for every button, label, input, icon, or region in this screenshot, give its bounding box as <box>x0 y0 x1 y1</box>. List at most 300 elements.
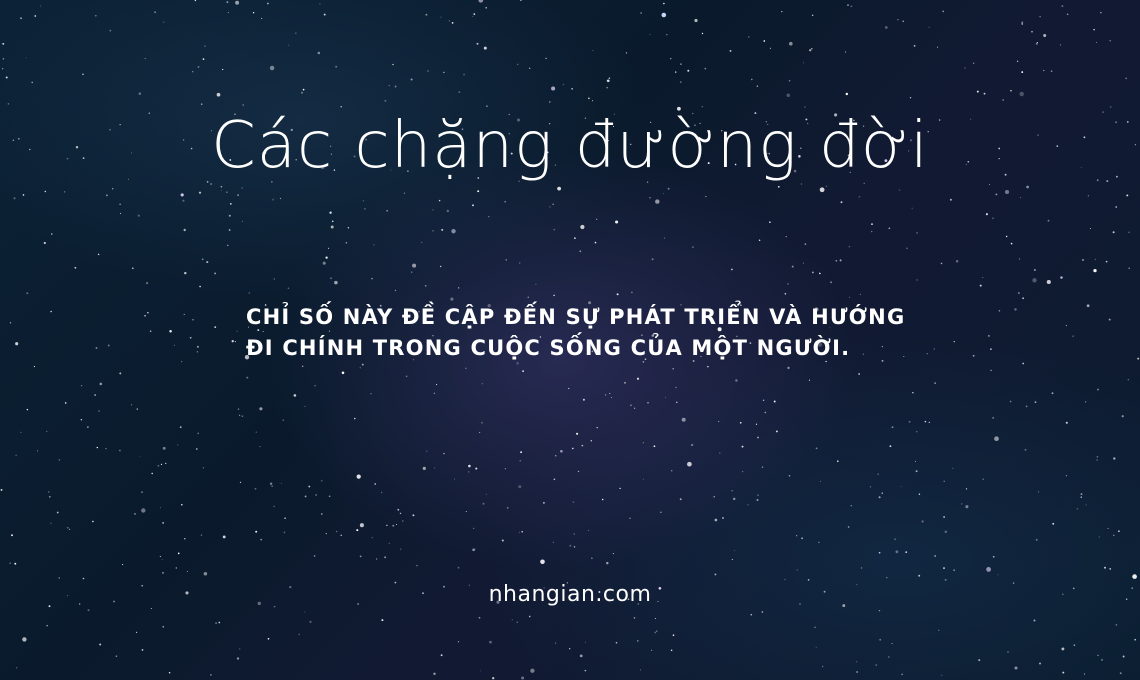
star <box>574 533 575 534</box>
star <box>392 64 393 65</box>
star <box>555 455 557 457</box>
star <box>1123 656 1125 658</box>
star <box>331 226 334 229</box>
star <box>169 672 170 673</box>
description-text: CHỈ SỐ NÀY ĐỀ CẬP ĐẾN SỰ PHÁT TRIỂN VÀ HƯỚNG ĐI CHÍNH TRONG CUỘC SỐNG CỦA MỘT NGƯỜI. <box>246 305 906 360</box>
star <box>774 401 776 403</box>
star <box>591 440 592 441</box>
star <box>221 190 222 191</box>
star <box>472 548 475 551</box>
star <box>400 548 402 550</box>
star <box>680 81 681 82</box>
star <box>356 529 358 531</box>
star <box>999 310 1001 312</box>
star <box>1018 292 1020 294</box>
star <box>606 562 608 564</box>
star <box>334 281 338 285</box>
star <box>421 242 422 243</box>
star <box>747 504 748 505</box>
star <box>304 612 305 613</box>
star <box>961 503 962 504</box>
star <box>870 486 871 487</box>
star <box>631 292 633 294</box>
star <box>797 570 798 571</box>
star <box>1126 194 1128 196</box>
star <box>751 79 753 81</box>
star <box>1122 415 1124 417</box>
star <box>479 432 480 433</box>
star <box>1039 663 1041 665</box>
star <box>518 485 521 488</box>
star <box>341 535 342 536</box>
star <box>81 419 82 420</box>
star <box>1060 44 1061 45</box>
star <box>492 677 494 679</box>
star <box>214 272 216 274</box>
star <box>787 367 789 369</box>
star <box>1019 92 1023 96</box>
star <box>808 579 810 581</box>
star <box>529 616 531 618</box>
star <box>242 221 243 222</box>
star <box>57 512 59 514</box>
star <box>45 191 46 192</box>
star <box>1048 220 1050 222</box>
star <box>203 467 204 468</box>
star <box>199 192 201 194</box>
star <box>397 509 399 511</box>
star <box>553 542 554 543</box>
star <box>177 444 178 445</box>
star <box>443 72 444 73</box>
star <box>1020 197 1021 198</box>
star <box>647 402 648 403</box>
star <box>643 442 644 443</box>
star <box>318 52 321 55</box>
star <box>787 94 791 98</box>
star <box>763 400 764 401</box>
star <box>249 292 250 293</box>
star <box>360 367 361 368</box>
star <box>1132 574 1137 579</box>
star <box>59 577 60 578</box>
star <box>1017 61 1018 62</box>
star <box>158 465 160 467</box>
star <box>574 546 575 547</box>
star <box>181 361 182 362</box>
star <box>26 292 28 294</box>
star <box>889 445 891 447</box>
star <box>8 103 10 105</box>
star <box>740 422 742 424</box>
star <box>672 368 673 369</box>
star <box>1099 536 1100 537</box>
star <box>792 266 794 268</box>
star <box>1052 523 1054 525</box>
star <box>82 73 84 75</box>
star <box>973 63 974 64</box>
star <box>912 392 914 394</box>
star <box>489 641 492 644</box>
star <box>993 556 995 558</box>
star <box>184 229 186 231</box>
star <box>1062 672 1064 674</box>
star <box>274 278 275 279</box>
star <box>34 366 35 367</box>
star <box>735 379 737 381</box>
star <box>1061 5 1063 7</box>
star <box>519 532 520 533</box>
star <box>841 201 843 203</box>
star <box>914 45 916 47</box>
star <box>943 516 945 518</box>
star <box>477 190 479 192</box>
star <box>785 293 787 295</box>
star <box>228 12 229 13</box>
star <box>227 245 228 246</box>
star <box>1100 12 1102 14</box>
star <box>468 471 469 472</box>
star <box>595 242 597 244</box>
star <box>10 322 11 323</box>
star <box>941 675 942 676</box>
star <box>1036 539 1038 541</box>
star <box>901 674 902 675</box>
star <box>288 45 289 46</box>
star <box>952 468 953 469</box>
star <box>938 630 939 631</box>
star <box>466 511 467 512</box>
star <box>162 626 164 628</box>
star <box>472 204 474 206</box>
star <box>482 383 483 384</box>
star <box>977 91 979 93</box>
star <box>1005 190 1009 194</box>
star <box>294 394 297 397</box>
star <box>160 556 161 557</box>
star <box>59 459 60 460</box>
star <box>184 538 185 539</box>
star <box>116 655 118 657</box>
star <box>215 622 217 624</box>
star <box>676 402 678 404</box>
star <box>519 262 520 263</box>
star <box>473 528 474 529</box>
star <box>520 460 521 461</box>
star <box>192 319 194 321</box>
star <box>364 208 366 210</box>
star <box>221 186 223 188</box>
star <box>910 97 911 98</box>
star <box>363 200 364 201</box>
star <box>582 445 584 447</box>
star <box>899 189 901 191</box>
star <box>451 229 455 233</box>
star <box>942 11 944 13</box>
star <box>551 86 555 90</box>
star <box>609 393 610 394</box>
star <box>663 193 664 194</box>
star <box>655 618 656 619</box>
star <box>272 199 273 200</box>
star <box>31 82 33 84</box>
star <box>569 648 570 649</box>
star <box>671 470 672 471</box>
star <box>1097 456 1099 458</box>
star <box>801 537 803 539</box>
star <box>1118 530 1120 532</box>
star <box>481 422 483 424</box>
star <box>46 625 47 626</box>
star <box>875 664 877 666</box>
star <box>1088 195 1089 196</box>
star <box>1011 243 1013 245</box>
star <box>304 406 305 407</box>
star <box>109 30 111 32</box>
star <box>280 198 281 199</box>
star <box>576 433 578 435</box>
star <box>48 491 50 493</box>
star <box>411 272 412 273</box>
star <box>856 671 858 673</box>
star <box>222 69 223 70</box>
star <box>816 647 817 648</box>
star <box>161 464 162 465</box>
star <box>1081 496 1082 497</box>
star <box>687 70 689 72</box>
star <box>769 221 771 223</box>
star <box>718 421 719 422</box>
star <box>611 397 612 398</box>
star <box>705 196 706 197</box>
star <box>664 237 665 238</box>
star <box>763 40 765 42</box>
star <box>756 424 757 425</box>
star <box>295 33 296 34</box>
star <box>906 248 908 250</box>
star <box>328 248 329 249</box>
star <box>660 512 661 513</box>
star <box>223 535 226 538</box>
star <box>235 1 239 5</box>
star <box>675 71 676 72</box>
star <box>585 670 587 672</box>
star <box>879 610 880 611</box>
star <box>97 447 98 448</box>
star <box>521 531 523 533</box>
star <box>1060 276 1062 278</box>
star <box>934 382 935 383</box>
star <box>656 630 657 631</box>
star <box>323 262 326 265</box>
star <box>112 188 113 189</box>
star <box>1034 620 1036 622</box>
star <box>472 16 473 17</box>
star <box>637 640 639 642</box>
star <box>2 68 3 69</box>
star <box>452 22 454 24</box>
star <box>169 330 172 333</box>
star <box>1095 259 1096 260</box>
star <box>1022 297 1024 299</box>
star <box>521 677 524 680</box>
star <box>606 87 608 89</box>
star <box>1038 491 1039 492</box>
star <box>50 311 52 313</box>
star <box>210 674 212 676</box>
star <box>196 448 198 450</box>
star <box>1081 493 1083 495</box>
star <box>615 220 618 223</box>
star <box>1109 568 1111 570</box>
star <box>217 93 221 97</box>
star <box>325 256 327 258</box>
star <box>571 88 573 90</box>
star <box>195 0 196 1</box>
star <box>871 231 873 233</box>
star <box>162 522 164 524</box>
star <box>944 481 945 482</box>
star <box>507 507 509 509</box>
star <box>146 282 148 284</box>
star <box>757 494 758 495</box>
star <box>846 93 848 95</box>
star <box>1021 22 1023 24</box>
star <box>447 210 449 212</box>
star <box>912 208 913 209</box>
star <box>15 455 16 456</box>
star <box>1128 232 1129 233</box>
star <box>106 195 108 197</box>
star <box>925 421 926 422</box>
star <box>654 445 656 447</box>
star <box>178 553 180 555</box>
star <box>592 100 593 101</box>
star <box>1093 269 1096 272</box>
star <box>640 669 641 670</box>
star <box>902 20 904 22</box>
star <box>1019 258 1020 259</box>
star <box>411 79 413 81</box>
star <box>139 92 142 95</box>
star <box>563 84 565 86</box>
star <box>994 436 999 441</box>
star <box>1134 639 1136 641</box>
star <box>1086 504 1087 505</box>
star <box>943 567 945 569</box>
star <box>964 67 965 68</box>
star <box>139 456 140 457</box>
star <box>354 418 356 420</box>
star <box>174 345 175 346</box>
star <box>204 572 208 576</box>
star <box>1061 647 1064 650</box>
star <box>1082 259 1083 260</box>
star <box>1006 236 1007 237</box>
star <box>1014 308 1016 310</box>
star <box>986 213 988 215</box>
star <box>412 264 416 268</box>
star <box>901 486 902 487</box>
star <box>23 194 25 196</box>
star <box>486 494 487 495</box>
star <box>897 19 898 20</box>
star <box>605 394 606 395</box>
star <box>588 530 589 531</box>
star <box>668 188 670 190</box>
star <box>592 50 593 51</box>
star <box>856 661 857 662</box>
star <box>990 348 992 350</box>
star <box>613 553 614 554</box>
star <box>512 619 513 620</box>
star <box>909 421 911 423</box>
star <box>273 506 275 508</box>
star <box>619 488 620 489</box>
star <box>119 372 121 374</box>
star <box>617 293 619 295</box>
star <box>812 271 814 273</box>
star <box>165 463 166 464</box>
star <box>336 531 338 533</box>
star <box>748 36 749 37</box>
star <box>458 287 459 288</box>
star <box>1074 644 1076 646</box>
star <box>99 644 101 646</box>
star <box>990 370 992 372</box>
star <box>505 259 507 261</box>
star <box>20 432 21 433</box>
star <box>381 492 382 493</box>
star <box>915 461 916 462</box>
star <box>889 227 891 229</box>
star <box>665 397 666 398</box>
star <box>637 378 639 380</box>
star <box>326 533 327 534</box>
star <box>789 42 793 46</box>
star <box>1036 43 1038 45</box>
star <box>1035 401 1037 403</box>
star <box>131 404 132 405</box>
star <box>15 342 18 345</box>
star <box>1007 652 1008 653</box>
star <box>237 331 238 332</box>
star <box>812 15 813 16</box>
star <box>302 366 303 367</box>
star <box>218 622 220 624</box>
star <box>395 86 397 88</box>
star <box>680 63 682 65</box>
star <box>151 608 152 609</box>
star <box>197 432 199 434</box>
star <box>184 272 186 274</box>
star <box>809 49 811 51</box>
star <box>757 437 759 439</box>
star <box>94 394 96 396</box>
star <box>553 295 555 297</box>
star <box>578 471 579 472</box>
star <box>13 197 15 199</box>
star <box>682 418 686 422</box>
star <box>860 294 861 295</box>
star <box>151 473 152 474</box>
star <box>255 488 257 490</box>
star <box>370 393 371 394</box>
star <box>1051 70 1053 72</box>
star <box>916 279 917 280</box>
star <box>67 527 69 529</box>
star <box>573 501 575 503</box>
